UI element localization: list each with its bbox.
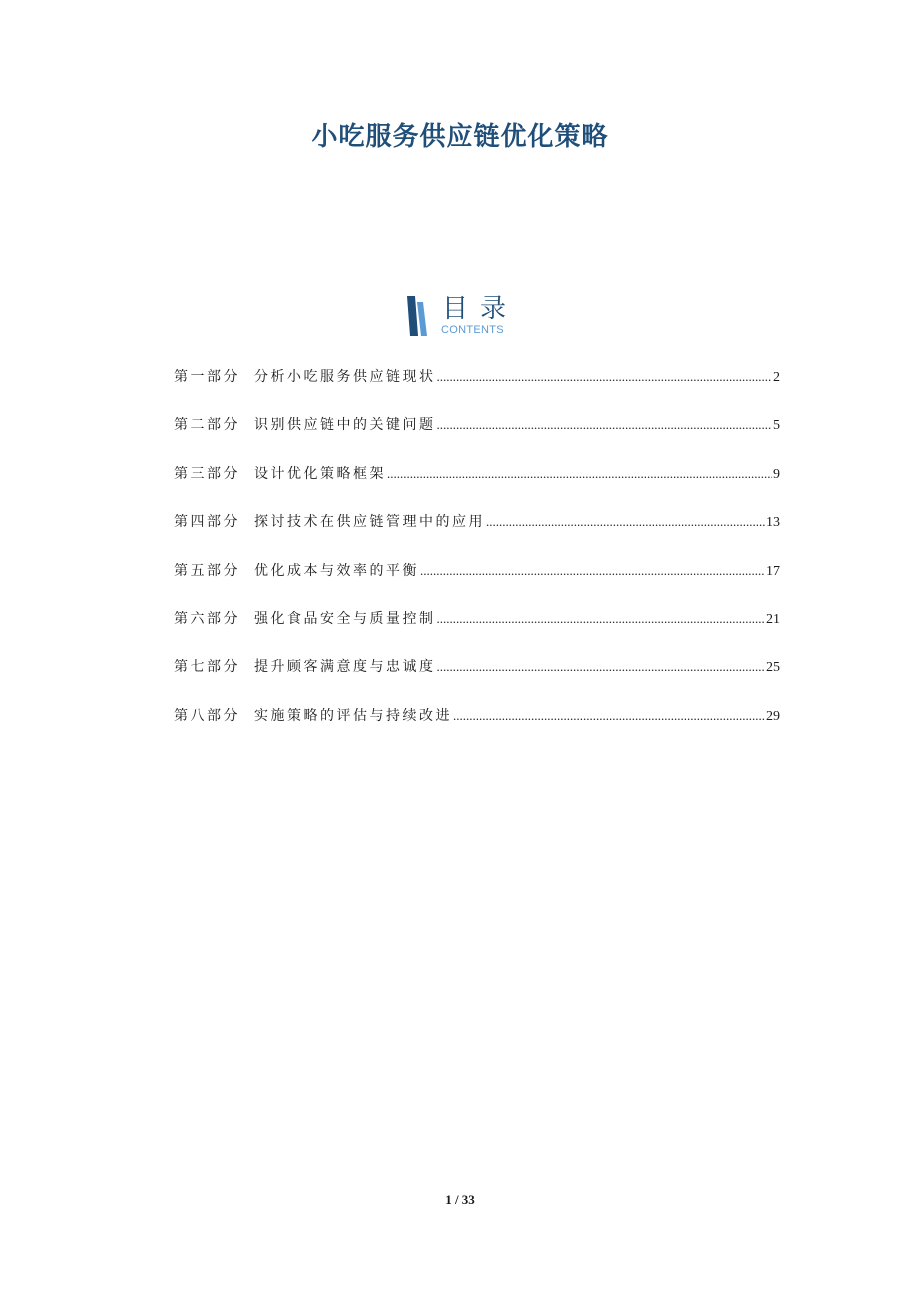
toc-entry-part: 第六部分 [174, 610, 240, 627]
toc-dot-leader [437, 608, 766, 630]
toc-entry-page: 2 [773, 370, 780, 385]
toc-list [174, 366, 780, 753]
toc-entry-page: 25 [766, 660, 780, 676]
toc-entry-title: 设计优化策略框架 [254, 465, 386, 482]
toc-dot-leader [420, 560, 765, 582]
toc-entry-part: 第二部分 [174, 417, 240, 434]
toc-entry-page: 5 [773, 418, 780, 434]
toc-entry-part: 第三部分 [174, 465, 240, 482]
page-number: 1 / 33 [445, 1192, 475, 1207]
toc-subheading: CONTENTS [441, 324, 504, 336]
toc-heading: 目录 [442, 294, 519, 324]
toc-entry-1[interactable] [174, 366, 780, 414]
toc-entry-3[interactable] [174, 463, 780, 511]
toc-entry-title: 提升顾客满意度与忠诚度 [254, 659, 436, 676]
toc-entry-2[interactable] [174, 414, 780, 462]
toc-entry-title: 强化食品安全与质量控制 [254, 610, 436, 627]
toc-entry-title: 分析小吃服务供应链现状 [254, 369, 436, 385]
toc-entry-title: 识别供应链中的关键问题 [254, 417, 436, 434]
toc-dot-leader [437, 656, 766, 678]
toc-entry-part: 第八部分 [174, 707, 240, 724]
toc-entry-part: 第四部分 [174, 514, 240, 531]
toc-entry-page: 29 [766, 708, 780, 724]
toc-dot-leader [437, 414, 773, 436]
toc-entry-title: 优化成本与效率的平衡 [254, 562, 419, 579]
toc-entry-4[interactable] [174, 511, 780, 559]
toc-entry-7[interactable] [174, 656, 780, 704]
toc-dot-leader [387, 463, 772, 485]
book-stripes-icon [406, 294, 432, 338]
toc-dot-leader [437, 366, 773, 388]
toc-entry-title: 探讨技术在供应链管理中的应用 [254, 514, 485, 531]
toc-entry-page: 17 [766, 563, 780, 579]
document-title: 小吃服务供应链优化策略 [311, 122, 609, 152]
toc-entry-6[interactable] [174, 608, 780, 656]
toc-dot-leader [486, 511, 765, 533]
toc-entry-title: 实施策略的评估与持续改进 [254, 707, 452, 724]
toc-entry-part: 第五部分 [174, 562, 240, 579]
toc-entry-page: 21 [766, 611, 780, 627]
toc-header [406, 294, 526, 340]
toc-entry-page: 9 [773, 466, 780, 482]
toc-entry-page: 13 [766, 515, 780, 531]
toc-entry-5[interactable] [174, 560, 780, 608]
toc-entry-8[interactable] [174, 705, 780, 753]
toc-dot-leader [453, 705, 765, 727]
toc-entry-part: 第一部分 [174, 369, 240, 385]
toc-entry-part: 第七部分 [174, 659, 240, 676]
